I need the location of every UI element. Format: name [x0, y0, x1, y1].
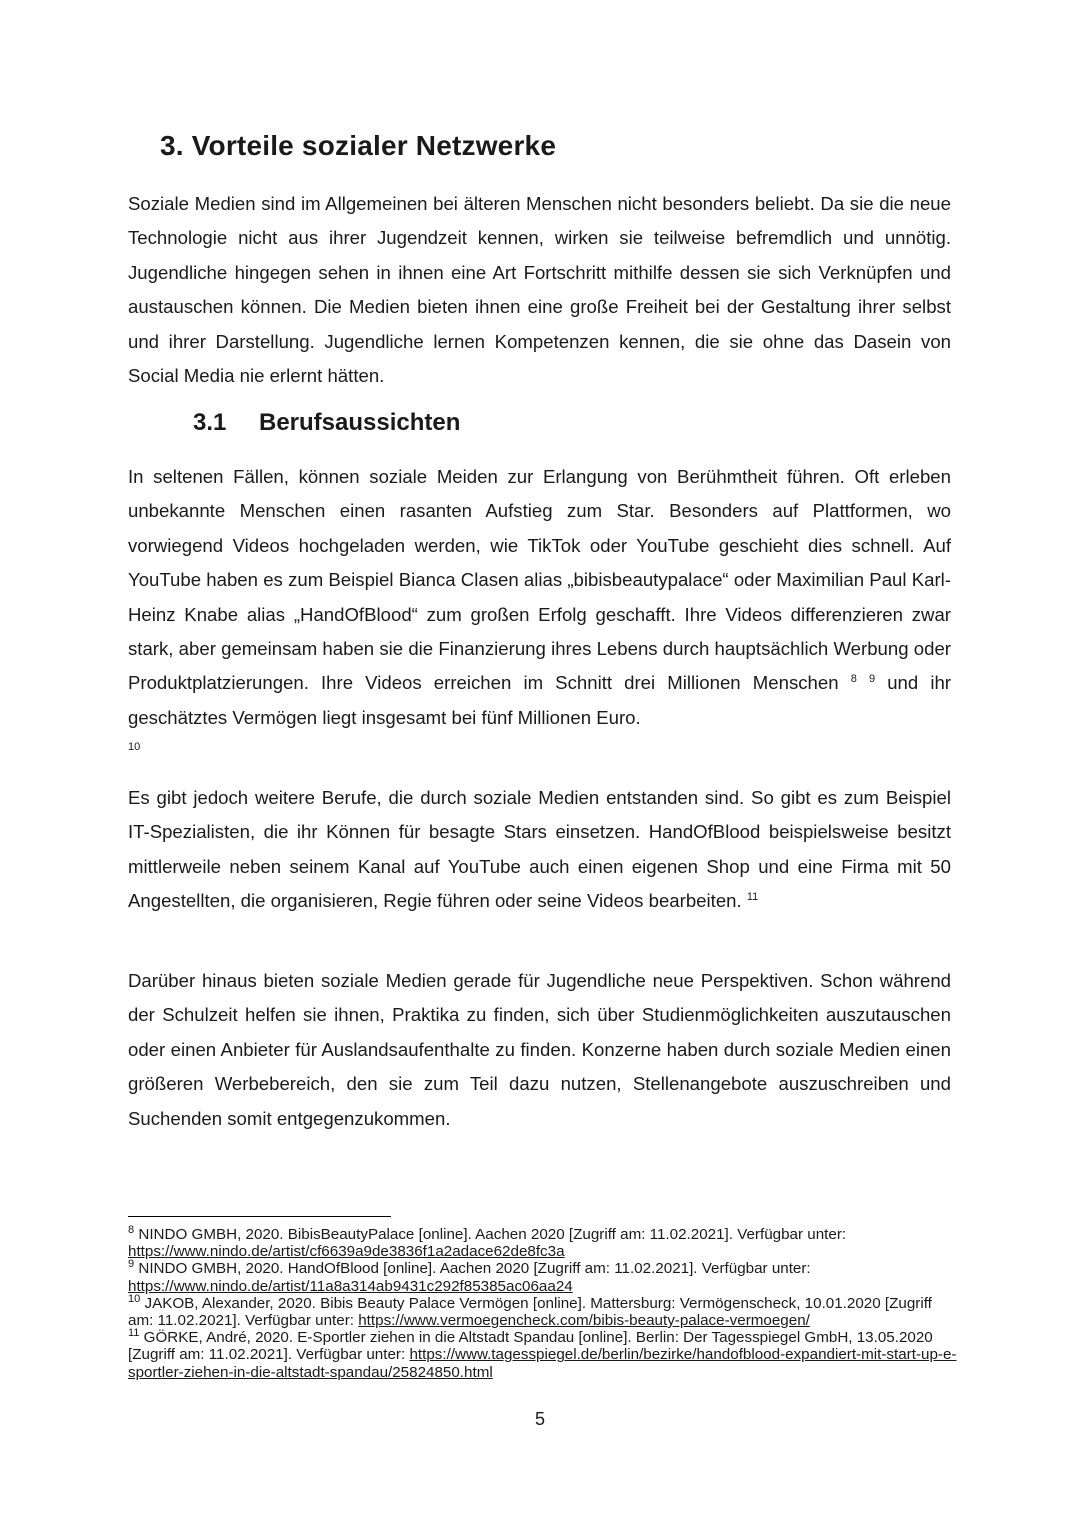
footnote-11: [128, 1329, 958, 1381]
footnote-number: 10: [128, 1292, 141, 1305]
footnote-link[interactable]: https://www.nindo.de/artist/11a8a314ab9431c292f85385ac06aa24: [128, 1277, 573, 1295]
footnote-ref-8[interactable]: 8: [850, 673, 857, 686]
subsection-title: Berufsaussichten: [259, 409, 461, 436]
footnote-number: 9: [128, 1258, 135, 1271]
footnote-link[interactable]: https://www.nindo.de/artist/cf6639a9de3836f1a2adace62de8fc3a: [128, 1243, 565, 1261]
paragraph-professions: [128, 781, 951, 919]
subsection-number: 3.1: [193, 409, 227, 436]
paragraph-career: [128, 460, 951, 735]
footnote-ref-9[interactable]: 9: [868, 673, 876, 686]
paragraph-intro: Soziale Medien sind im Allgemeinen bei älteren Menschen nicht besonders beliebt. Da sie die neue Technologie nicht aus ihrer Jugendzeit kennen, wirken sie teilweise befremdlich und unnötig. Jugendliche hingegen sehen in ihnen eine Art Fortschritt mithilfe dessen sie sich Verknüpfen und austauschen können. Die Medien bieten ihnen eine große Freiheit bei der Gestaltung ihrer selbst und ihrer Darstellung. Jugendliche lernen Kompetenzen kennen, die sie ohne das Dasein von Social Media nie erlernt hätten.: [128, 193, 951, 387]
footnote-text: GÖRKE, André, 2020. E-Sportler ziehen in die Altstadt Spandau [online]. Berlin: Der Tagesspiegel GmbH, 13.05.2020 [Zugriff am: 11.02.2021]. Verfügbar unter:: [128, 1329, 933, 1364]
paragraph-career-text-end: und ihr geschätztes Vermögen liegt insgesamt bei fünf Millionen Euro.: [128, 672, 951, 728]
footnote-10: [128, 1292, 958, 1330]
footnote-divider: [128, 1216, 391, 1217]
footnote-9: [128, 1260, 958, 1294]
footnote-8: [128, 1223, 958, 1261]
footnote-ref-10[interactable]: 10: [128, 741, 141, 753]
footnote-text: JAKOB, Alexander, 2020. Bibis Beauty Palace Vermögen [online]. Mattersburg: Vermögenscheck, 10.01.2020 [Zugriff am: 11.02.2021]. Verfügbar unter:: [128, 1294, 932, 1330]
subsection-heading: [193, 409, 460, 437]
footnote-number: 11: [128, 1327, 140, 1340]
footnote-number: 8: [128, 1223, 135, 1236]
paragraph-career-text: In seltenen Fällen, können soziale Meiden zur Erlangung von Berühmtheit führen. Oft erleben unbekannte Menschen einen rasanten Aufstieg zum Star. Besonders auf Plattformen, wo vorwiegend Videos hochgeladen werden, wie TikTok oder YouTube geschieht dies schnell. Auf YouTube haben es zum Beispiel Bianca Clasen alias „bibisbeautypalace“ oder Maximilian Paul Karl-Heinz Knabe alias „HandOfBlood“ zum großen Erfolg geschafft. Ihre Videos differenzieren zwar stark, aber gemeinsam haben sie die Finanzierung ihres Lebens durch hauptsächlich Werbung oder Produktplatzierungen. Ihre Videos erreichen im Schnitt drei Millionen Menschen: [128, 466, 951, 694]
footnote-text: NINDO GMBH, 2020. BibisBeautyPalace [online]. Aachen 2020 [Zugriff am: 11.02.2021]. Verfügbar unter:: [138, 1226, 847, 1243]
page-number: 5: [534, 1409, 545, 1429]
footnote-link[interactable]: https://www.vermoegencheck.com/bibis-beauty-palace-vermoegen/: [358, 1312, 810, 1330]
section-heading: 3. Vorteile sozialer Netzwerke: [160, 130, 557, 161]
footnotes: [128, 1223, 958, 1381]
footnote-text: NINDO GMBH, 2020. HandOfBlood [online]. Aachen 2020 [Zugriff am: 11.02.2021]. Verfügbar unter:: [138, 1260, 811, 1278]
footnote-link[interactable]: https://www.tagesspiegel.de/berlin/bezirke/handofblood-expandiert-mit-start-up-e-sportler-ziehen-in-die-altstadt-spandau/25824850.html: [128, 1346, 957, 1381]
footnote-ref-11[interactable]: 11: [746, 891, 759, 904]
paragraph-perspectives: Darüber hinaus bieten soziale Medien gerade für Jugendliche neue Perspektiven. Schon während der Schulzeit helfen sie ihnen, Praktika zu finden, sich über Studienmöglichkeiten auszutauschen oder einen Anbieter für Auslandsaufenthalte zu finden. Konzerne haben durch soziale Medien einen größeren Werbebereich, den sie zum Teil dazu nutzen, Stellenangebote auszuschreiben und Suchenden somit entgegenzukommen.: [128, 970, 951, 1129]
paragraph-professions-text: Es gibt jedoch weitere Berufe, die durch soziale Medien entstanden sind. So gibt es zum Beispiel IT-Spezialisten, die ihr Können für besagte Stars einsetzen. HandOfBlood beispielsweise besitzt mittlerweile neben seinem Kanal auf YouTube auch einen eigenen Shop und eine Firma mit 50 Angestellten, die organisieren, Regie führen oder seine Videos bearbeiten.: [128, 787, 951, 912]
